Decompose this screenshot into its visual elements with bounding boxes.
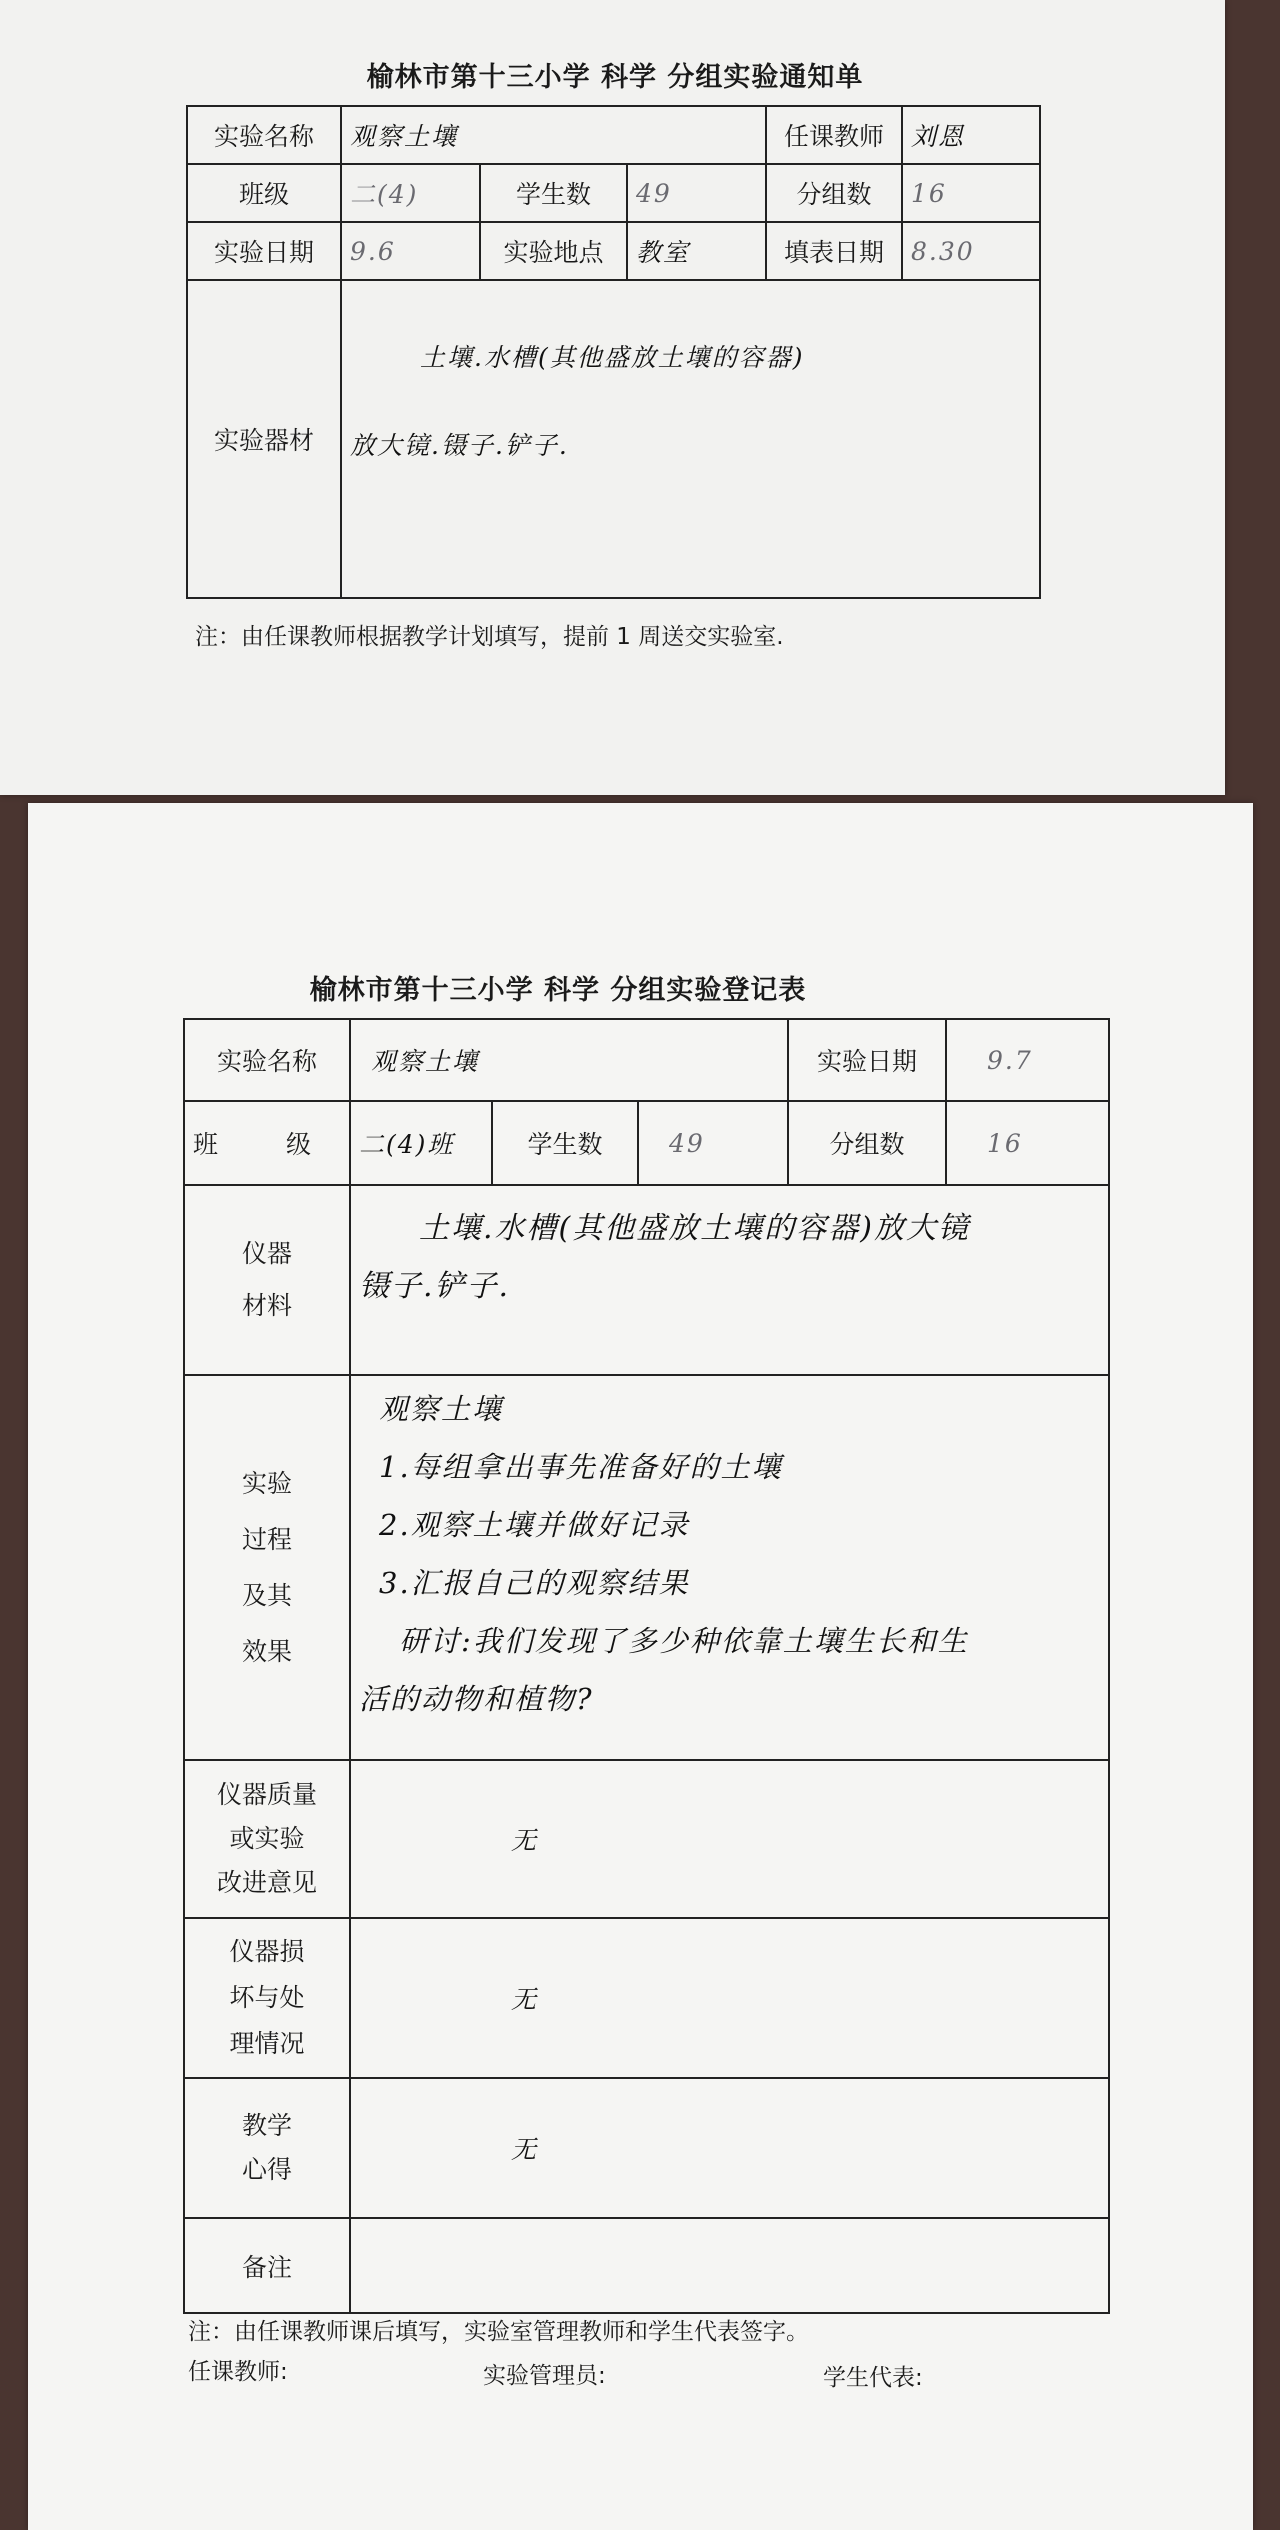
notice-sheet xyxy=(0,0,1225,795)
label-reg-damage-line-1: 仪器损 xyxy=(229,1937,305,1966)
process-line-5: 研讨:我们发现了多少种依靠土壤生长和生 xyxy=(399,1624,969,1658)
register-title: 榆林市第十三小学 科学 分组实验登记表 xyxy=(309,975,807,1006)
process-line-1: 观察土壤 xyxy=(379,1392,504,1426)
label-fill-date: 填表日期 xyxy=(766,222,902,280)
register-table xyxy=(183,1018,1110,2314)
label-reg-process-line-1: 实验 xyxy=(241,1468,292,1498)
notice-table xyxy=(186,105,1041,599)
value-reg-reflection: 无 xyxy=(350,2078,1109,2218)
label-reg-experiment-name: 实验名称 xyxy=(184,1019,350,1101)
process-line-3: 2.观察土壤并做好记录 xyxy=(379,1508,690,1542)
label-groups: 分组数 xyxy=(766,164,902,222)
label-reg-groups: 分组数 xyxy=(788,1101,946,1185)
label-reg-damage xyxy=(184,1918,350,2078)
value-teacher: 刘恩 xyxy=(902,106,1040,164)
label-reg-materials-line-2: 材料 xyxy=(241,1291,292,1320)
materials-line-1: 土壤.水槽(其他盛放土壤的容器)放大镜 xyxy=(419,1211,970,1246)
label-students: 学生数 xyxy=(480,164,627,222)
notice-note: 注：由任课教师根据教学计划填写，提前 1 周送交实验室. xyxy=(195,624,784,650)
label-equipment: 实验器材 xyxy=(187,280,341,598)
value-reg-students: 49 xyxy=(638,1101,788,1185)
process-line-4: 3.汇报自己的观察结果 xyxy=(379,1566,690,1600)
register-sheet xyxy=(28,803,1253,2530)
label-reg-reflection-line-2: 心得 xyxy=(241,2155,292,2184)
value-reg-quality: 无 xyxy=(350,1760,1109,1918)
label-teacher: 任课教师 xyxy=(766,106,902,164)
label-reg-quality-line-3: 改进意见 xyxy=(216,1868,317,1897)
label-date: 实验日期 xyxy=(187,222,341,280)
value-fill-date: 8.30 xyxy=(902,222,1040,280)
equipment-line-2: 放大镜.镊子.铲子. xyxy=(350,431,569,460)
process-line-2: 1.每组拿出事先准备好的土壤 xyxy=(379,1450,783,1484)
value-place: 教室 xyxy=(627,222,766,280)
label-reg-process-line-2: 过程 xyxy=(241,1524,292,1554)
label-reg-process-line-4: 效果 xyxy=(241,1636,292,1666)
value-equipment xyxy=(341,280,1040,598)
label-reg-students: 学生数 xyxy=(492,1101,638,1185)
value-reg-materials xyxy=(350,1185,1109,1375)
materials-line-2: 镊子.铲子. xyxy=(359,1269,511,1304)
label-reg-reflection xyxy=(184,2078,350,2218)
label-reg-process xyxy=(184,1375,350,1760)
value-reg-class: 二(4)班 xyxy=(350,1101,492,1185)
signature-admin: 实验管理员: xyxy=(483,2363,606,2389)
register-note: 注：由任课教师课后填写，实验室管理教师和学生代表签字。 xyxy=(188,2319,809,2345)
value-reg-experiment-name: 观察土壤 xyxy=(350,1019,788,1101)
label-reg-class: 班 级 xyxy=(184,1101,350,1185)
value-students: 49 xyxy=(627,164,766,222)
value-experiment-name: 观察土壤 xyxy=(341,106,766,164)
label-reg-damage-line-3: 理情况 xyxy=(229,2029,305,2058)
label-reg-materials xyxy=(184,1185,350,1375)
value-groups: 16 xyxy=(902,164,1040,222)
label-reg-date: 实验日期 xyxy=(788,1019,946,1101)
value-reg-groups: 16 xyxy=(946,1101,1109,1185)
value-reg-date: 9.7 xyxy=(946,1019,1109,1101)
label-reg-quality xyxy=(184,1760,350,1918)
label-experiment-name: 实验名称 xyxy=(187,106,341,164)
equipment-line-1: 土壤.水槽(其他盛放土壤的容器) xyxy=(420,343,805,372)
process-line-6: 活的动物和植物? xyxy=(359,1682,594,1716)
label-reg-quality-line-1: 仪器质量 xyxy=(216,1780,317,1809)
value-class: 二(4) xyxy=(341,164,480,222)
label-reg-materials-line-1: 仪器 xyxy=(241,1239,292,1268)
value-reg-damage: 无 xyxy=(350,1918,1109,2078)
label-reg-reflection-line-1: 教学 xyxy=(241,2111,292,2140)
signature-student: 学生代表: xyxy=(823,2365,923,2391)
value-reg-remarks xyxy=(350,2218,1109,2313)
signature-teacher: 任课教师: xyxy=(188,2359,288,2385)
label-reg-process-line-3: 及其 xyxy=(241,1580,292,1610)
label-reg-quality-line-2: 或实验 xyxy=(229,1824,305,1853)
label-reg-damage-line-2: 坏与处 xyxy=(229,1983,305,2012)
label-place: 实验地点 xyxy=(480,222,627,280)
label-reg-remarks: 备注 xyxy=(184,2218,350,2313)
label-class: 班级 xyxy=(187,164,341,222)
notice-title: 榆林市第十三小学 科学 分组实验通知单 xyxy=(366,62,864,93)
value-date: 9.6 xyxy=(341,222,480,280)
value-reg-process xyxy=(350,1375,1109,1760)
